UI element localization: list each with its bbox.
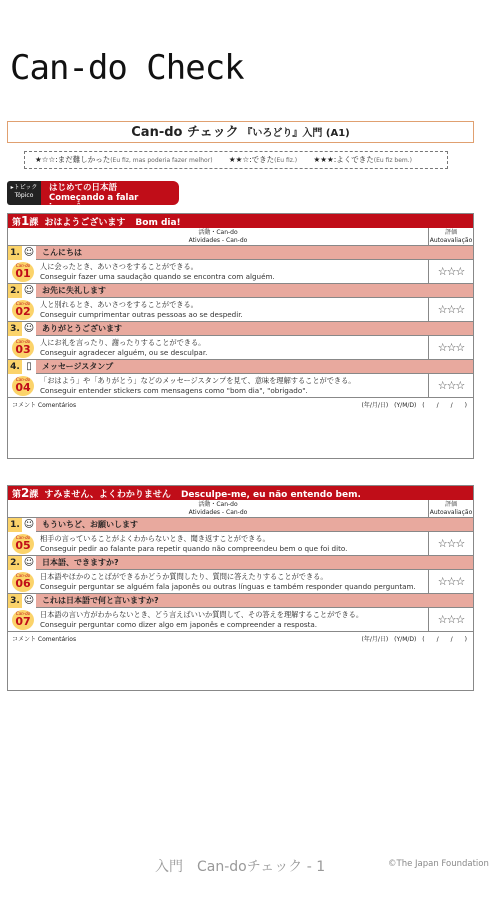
self-rating-stars[interactable]: ☆☆☆ [437, 379, 465, 392]
cando-text-pt: Conseguir agradecer alguém, ou se desculpar. [40, 347, 208, 357]
cando-description [38, 570, 429, 593]
category-header [8, 556, 473, 570]
cando-row [8, 336, 473, 360]
cando-text-pt: Conseguir perguntar se alguém fala japonês ou outras línguas e também responder quando perguntam. [40, 581, 416, 591]
column-header-evaluation-pt: Autoavaliação [429, 509, 473, 516]
category-label: メッセージスタンプ [42, 362, 114, 371]
date-field: (年/月/日) (Y/M/D) ( / / ) [361, 636, 467, 643]
lesson-suffix: 課 [29, 490, 39, 500]
legend-stars: ★★★ [313, 155, 334, 164]
lesson-title-pt: Bom dia! [135, 218, 181, 228]
column-header-row [8, 228, 473, 246]
cando-text-jp: 人と別れるとき、あいさつをすることができる。 [40, 300, 198, 309]
page-title: Can-do Check [10, 48, 244, 88]
cando-badge-label: Can-do [15, 376, 31, 382]
column-header-activities-pt: Atividades - Can-do [188, 509, 248, 516]
column-header-evaluation [429, 500, 473, 517]
lesson-header [8, 214, 473, 228]
lesson-section [7, 485, 474, 691]
cando-description [38, 608, 429, 631]
column-header-evaluation-pt: Autoavaliação [429, 237, 473, 244]
lesson-number: 2 [21, 486, 30, 500]
category-header [8, 284, 473, 298]
cando-text-jp: 人にお礼を言ったり、謝ったりすることができる。 [40, 338, 206, 347]
cando-badge-label: Can-do [15, 338, 31, 344]
cando-text-jp: 相手の言っていることがよくわからないとき、聞き返すことができる。 [40, 534, 270, 543]
column-header-activities-jp: 活動・Can-do [198, 501, 238, 508]
cando-badge-label: Can-do [15, 534, 31, 540]
cando-number: 04 [15, 380, 31, 394]
cando-badge-circle [12, 338, 34, 358]
self-rating-stars[interactable]: ☆☆☆ [437, 265, 465, 278]
category-header [8, 594, 473, 608]
cando-row [8, 570, 473, 594]
legend-jp: よくできた [336, 155, 374, 164]
cando-badge [8, 570, 38, 593]
category-label: お先に失礼します [42, 286, 106, 295]
legend-item-2: ★★☆:できた(Eu fiz.) [228, 155, 298, 164]
cando-number: 03 [15, 342, 31, 356]
legend-pt: (Eu fiz bem.) [373, 157, 413, 164]
cando-badge-label: Can-do [15, 610, 31, 616]
self-rating-stars[interactable]: ☆☆☆ [437, 537, 465, 550]
topic-title [41, 181, 179, 213]
header-main: Can-do チェック [131, 125, 239, 140]
cando-row [8, 608, 473, 632]
speech-bubble-icon: ☺ [23, 557, 35, 568]
speech-bubble-icon: ☺ [23, 595, 35, 606]
topic-label-pt: Tópico [14, 192, 34, 199]
legend-jp: まだ難しかった [57, 155, 111, 164]
lesson-title-pt: Desculpe-me, eu não entendo bem. [180, 490, 361, 500]
speech-bubble-icon: ☺ [23, 285, 35, 296]
column-header-evaluation-jp: 評価 [444, 229, 457, 236]
cando-number: 01 [15, 266, 31, 280]
lesson-title-jp: すみません、よくわかりません [44, 490, 171, 500]
speech-bubble-icon: ☺ [23, 247, 35, 258]
cando-badge-circle [12, 300, 34, 320]
speech-bubble-icon: ☺ [23, 323, 35, 334]
category-label: こんにちは [42, 248, 82, 257]
self-rating-stars[interactable]: ☆☆☆ [437, 303, 465, 316]
lesson-number: 1 [21, 214, 30, 228]
cando-badge-label: Can-do [15, 572, 31, 578]
cando-badge-label: Can-do [15, 262, 31, 268]
comment-area[interactable] [8, 632, 473, 690]
lesson-title-jp: おはようございます [44, 218, 126, 228]
speech-bubble-icon: ☺ [23, 519, 35, 530]
cando-row [8, 374, 473, 398]
cando-text-pt: Conseguir fazer uma saudação quando se encontra com alguém. [40, 271, 275, 281]
column-header-activities [8, 228, 429, 245]
comment-label: コメント Comentários [12, 402, 77, 409]
lesson-prefix: 第 [12, 490, 22, 500]
lesson-prefix: 第 [12, 218, 22, 228]
category-number: 2. [8, 284, 22, 298]
lesson-suffix: 課 [29, 218, 39, 228]
page-footer [0, 856, 500, 875]
column-header-activities [8, 500, 429, 517]
category-number: 1. [8, 246, 22, 260]
category-header [8, 360, 473, 374]
column-header-evaluation [429, 228, 473, 245]
cando-text-pt: Conseguir cumprimentar outras pessoas ao se despedir. [40, 309, 243, 319]
header-sub: 『いろどり』入門 (A1) [242, 128, 350, 139]
legend-pt: (Eu fiz, mas poderia fazer melhor) [110, 157, 213, 164]
category-header [8, 518, 473, 532]
cando-text-pt: Conseguir entender stickers com mensagens como "bom dia", "obrigado". [40, 385, 308, 395]
topic-label-jp: ▸トピック [10, 184, 38, 191]
category-number: 3. [8, 322, 22, 336]
column-header-activities-pt: Atividades - Can-do [188, 237, 248, 244]
cando-description [38, 260, 429, 283]
cando-badge-circle [12, 376, 34, 396]
category-number: 4. [8, 360, 22, 374]
cando-number: 05 [15, 538, 31, 552]
category-number: 2. [8, 556, 22, 570]
cando-row [8, 532, 473, 556]
cando-badge-circle [12, 534, 34, 554]
legend-item-3: ★★★:よくできた(Eu fiz bem.) [313, 155, 413, 164]
column-header-activities-jp: 活動・Can-do [198, 229, 238, 236]
footer-copyright: ©The Japan Foundation [388, 859, 489, 869]
column-header-row [8, 500, 473, 518]
lesson-section [7, 213, 474, 459]
category-header [8, 322, 473, 336]
cando-description [38, 532, 429, 555]
category-label: これは日本語で何と言いますか? [42, 596, 159, 605]
category-number: 1. [8, 518, 22, 532]
category-number: 3. [8, 594, 22, 608]
date-field: (年/月/日) (Y/M/D) ( / / ) [361, 402, 467, 409]
cando-text-jp: 「おはよう」や「ありがとう」などのメッセージスタンプを見て、意味を理解することができる。 [40, 376, 356, 385]
cando-text-pt: Conseguir perguntar como dizer algo em japonês e compreender a resposta. [40, 619, 318, 629]
category-header [8, 246, 473, 260]
cando-badge [8, 532, 38, 555]
cando-number: 07 [15, 614, 31, 628]
topic-banner [7, 181, 179, 213]
cando-badge-circle [12, 572, 34, 592]
cando-description [38, 374, 429, 397]
lesson-header [8, 486, 473, 500]
legend-stars: ★★☆ [228, 155, 250, 164]
cando-text-pt: Conseguir pedir ao falante para repetir quando não compreendeu bem o que foi dito. [40, 543, 348, 553]
cando-badge [8, 608, 38, 631]
cando-badge [8, 260, 38, 283]
cando-number: 06 [15, 576, 31, 590]
cando-description [38, 298, 429, 321]
legend-item-1: ★☆☆:まだ難しかった(Eu fiz, mas poderia fazer melhor) [35, 155, 213, 164]
legend-jp: できた [251, 155, 275, 164]
cando-badge-label: Can-do [15, 300, 31, 306]
column-header-evaluation-jp: 評価 [444, 501, 457, 508]
topic-title-pt: Começando a falar japonês [49, 193, 139, 213]
category-label: ありがとうございます [42, 324, 122, 333]
cando-text-jp: 日本語やほかのことばができるかどうか質問したり、質問に答えたりすることができる。 [40, 572, 328, 581]
self-rating-stars[interactable]: ☆☆☆ [437, 341, 465, 354]
cando-badge [8, 298, 38, 321]
rating-legend [24, 151, 448, 169]
comment-area[interactable] [8, 398, 473, 458]
category-label: もういちど、お願いします [42, 520, 138, 529]
topic-label [7, 181, 41, 205]
cando-description [38, 336, 429, 359]
cando-row [8, 260, 473, 284]
cando-badge-circle [12, 610, 34, 630]
footer-title: 入門 Can-doチェック - 1 [155, 859, 326, 875]
cando-badge [8, 374, 38, 397]
self-rating-stars[interactable]: ☆☆☆ [437, 613, 465, 626]
topic-title-jp: はじめての日本語 [49, 183, 118, 193]
cando-number: 02 [15, 304, 31, 318]
cando-badge [8, 336, 38, 359]
cando-row [8, 298, 473, 322]
cando-text-jp: 日本語の言い方がわからないとき、どう言えばいいか質問して、その答えを理解することができる。 [40, 610, 364, 619]
comment-label: コメント Comentários [12, 636, 77, 643]
legend-stars: ★☆☆ [35, 155, 56, 164]
legend-pt: (Eu fiz.) [274, 157, 298, 164]
self-rating-stars[interactable]: ☆☆☆ [437, 575, 465, 588]
cando-badge-circle [12, 262, 34, 282]
category-label: 日本語、できますか? [42, 558, 119, 567]
cando-text-jp: 人に会ったとき、あいさつをすることができる。 [40, 262, 198, 271]
header-box [7, 121, 474, 143]
phone-icon: ▯ [22, 360, 36, 374]
